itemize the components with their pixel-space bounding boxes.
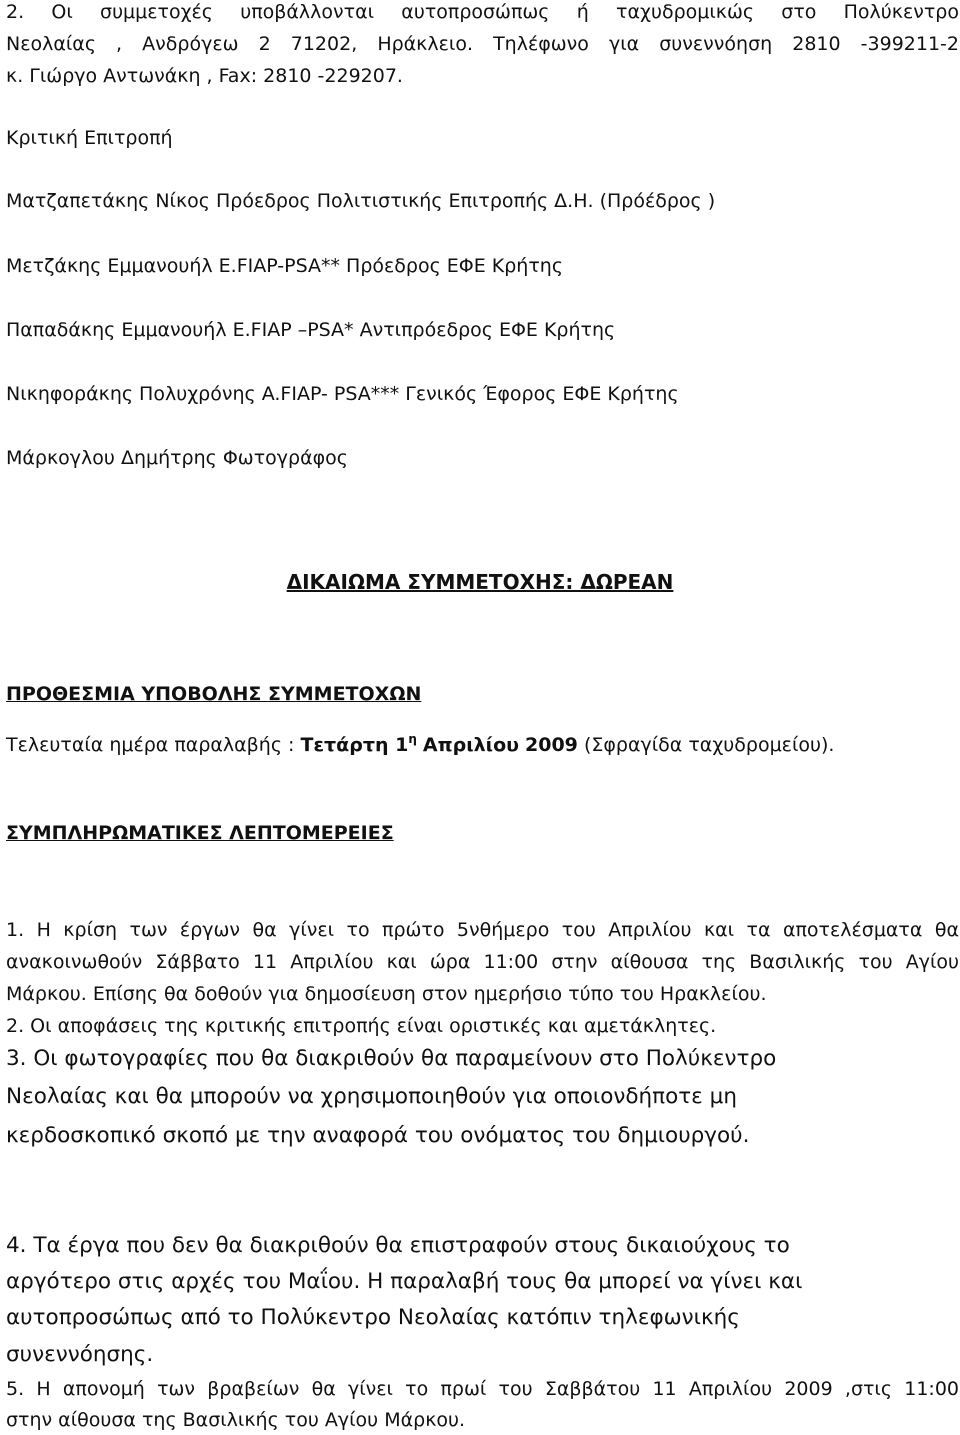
jury-member: Ματζαπετάκης Νίκος Πρόεδρος Πολιτιστικής Επιτροπής Δ.Η. (Πρόέδρος ) bbox=[6, 190, 716, 212]
details-item-1-line-1: 1. Η κρίση των έργων θα γίνει το πρώτο 5νθήμερο του Απριλίου και τα αποτελέσματα θα bbox=[6, 919, 959, 941]
details-item-2: 2. Οι αποφάσεις της κριτικής επιτροπής είναι οριστικές και αμετάκλητες. bbox=[6, 1015, 717, 1037]
details-item-4-line-3: αυτοπροσώπως από το Πολύκεντρο Νεολαίας κατόπιν τηλεφωνικής bbox=[6, 1305, 740, 1330]
details-item-1-line-3: Μάρκου. Επίσης θα δοθούν για δημοσίευση στον ημερήσιο τύπο του Ηρακλείου. bbox=[6, 983, 767, 1005]
submission-line-3: κ. Γιώργο Αντωνάκη , Fax: 2810 -229207. bbox=[6, 65, 403, 87]
submission-line-1: 2. Οι συμμετοχές υποβάλλονται αυτοπροσώπως ή ταχυδρομικώς στο Πολύκεντρο bbox=[6, 1, 959, 23]
jury-member: Νικηφοράκης Πολυχρόνης A.FIAP- PSA*** Γενικός Έφορος ΕΦΕ Κρήτης bbox=[6, 383, 679, 405]
submission-line-2: Νεολαίας , Ανδρόγεω 2 71202, Ηράκλειο. Τηλέφωνο για συνεννόηση 2810 -399211-2 bbox=[6, 33, 959, 55]
deadline-line bbox=[6, 727, 834, 757]
deadline-year: 2009 bbox=[525, 734, 578, 756]
details-item-4-line-2: αργότερο στις αρχές του Μαΐου. Η παραλαβή τους θα μπορεί να γίνει και bbox=[6, 1269, 803, 1294]
details-item-5-line-2: στην αίθουσα της Βασιλικής του Αγίου Μάρκου. bbox=[6, 1409, 466, 1431]
details-item-3-line-3: κερδοσκοπικό σκοπό με την αναφορά του ονόματος του δημιουργού. bbox=[6, 1123, 750, 1148]
details-heading: ΣΥΜΠΛΗΡΩΜΑΤΙΚΕΣ ΛΕΠΤΟΜΕΡΕΙΕΣ bbox=[6, 822, 394, 844]
deadline-suffix: (Σφραγίδα ταχυδρομείου). bbox=[583, 734, 835, 756]
details-item-4-line-4: συνεννόησης. bbox=[6, 1342, 154, 1367]
jury-member: Παπαδάκης Εμμανουήλ E.FIAP –PSA* Αντιπρόεδρος ΕΦΕ Κρήτης bbox=[6, 319, 616, 341]
details-item-3-line-1: 3. Οι φωτογραφίες που θα διακριθούν θα παραμείνουν στο Πολύκεντρο bbox=[6, 1046, 777, 1071]
jury-member: Μετζάκης Εμμανουήλ E.FIAP-PSA** Πρόεδρος ΕΦΕ Κρήτης bbox=[6, 255, 563, 277]
deadline-day: Τετάρτη 1 bbox=[300, 734, 409, 756]
deadline-heading: ΠΡΟΘΕΣΜΙΑ ΥΠΟΒΟΛΗΣ ΣΥΜΜΕΤΟΧΩΝ bbox=[6, 683, 422, 705]
deadline-day-sup: η bbox=[408, 732, 417, 746]
deadline-prefix: Τελευταία ημέρα παραλαβής : bbox=[6, 734, 295, 756]
details-item-4-line-1: 4. Τα έργα που δεν θα διακριθούν θα επιστραφούν στους δικαιούχους το bbox=[6, 1233, 790, 1258]
details-item-5-line-1: 5. Η απονομή των βραβείων θα γίνει το πρωί του Σαββάτου 11 Απριλίου 2009 ,στις 11:00 bbox=[6, 1378, 959, 1400]
details-item-1-line-2: ανακοινωθούν Σάββατο 11 Απριλίου και ώρα 11:00 στην αίθουσα της Βασιλικής του Αγίου bbox=[6, 951, 959, 973]
details-item-3-line-2: Νεολαίας και θα μπορούν να χρησιμοποιηθούν για οποιονδήποτε μη bbox=[6, 1084, 737, 1109]
fee-heading: ΔΙΚΑΙΩΜΑ ΣΥΜΜΕΤΟΧΗΣ: ΔΩΡΕΑΝ bbox=[286, 570, 674, 594]
deadline-month: Απριλίου bbox=[422, 734, 519, 756]
jury-heading: Κριτική Επιτροπή bbox=[6, 127, 173, 149]
jury-member: Μάρκογλου Δημήτρης Φωτογράφος bbox=[6, 447, 348, 469]
